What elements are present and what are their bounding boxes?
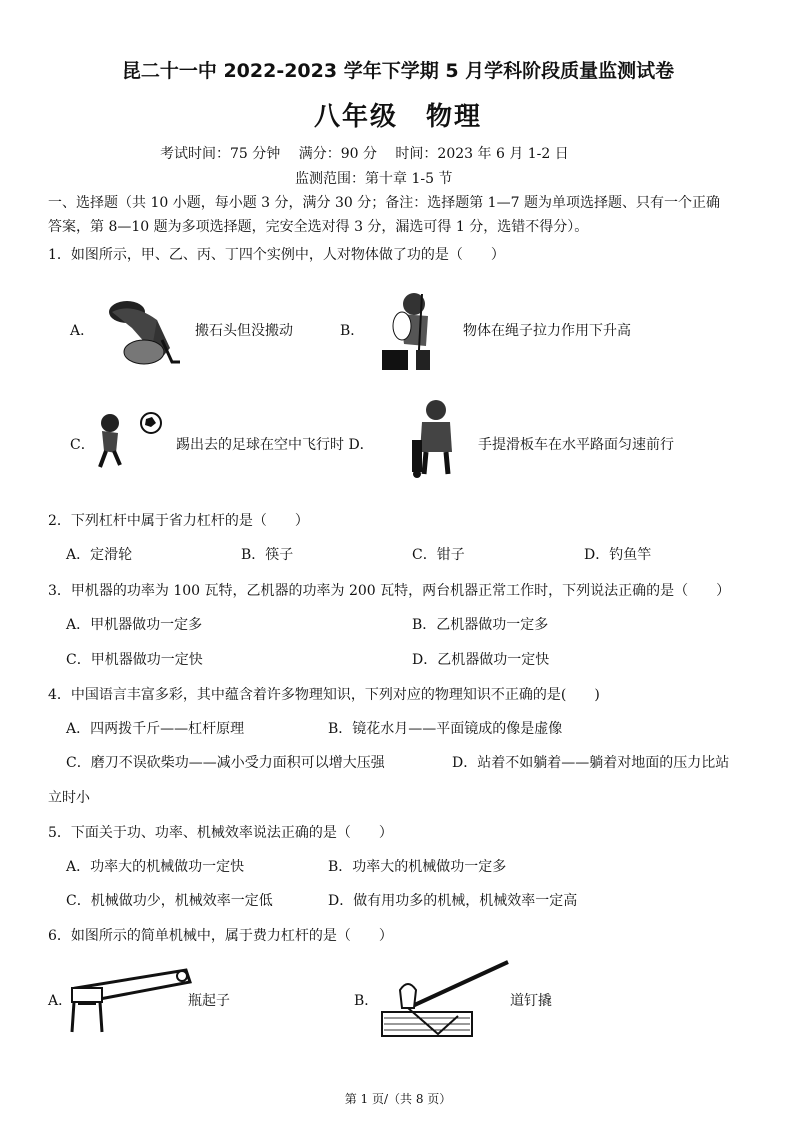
section-intro-line1: 一、选择题（共 10 小题，每小题 3 分，满分 30 分；备注：选择题第 1—7 题为单项选择题、只有一个正确 <box>48 195 720 211</box>
exam-title: 昆二十一中 2022-2023 学年下学期 5 月学科阶段质量监测试卷 <box>121 60 675 82</box>
q4-option-a: A．四两拨千斤——杠杆原理 <box>66 721 245 737</box>
q6-stem: 6．如图所示的简单机械中，属于费力杠杆的是（ ） <box>48 928 393 944</box>
q4-option-c: C．磨刀不误砍柴功——减小受力面积可以增大压强 <box>66 755 385 771</box>
q5-stem: 5．下面关于功、功率、机械效率说法正确的是（ ） <box>48 825 393 841</box>
q6-option-a-label: A． <box>48 993 73 1009</box>
q1-option-b-label: B． <box>340 323 365 339</box>
q3-stem: 3．甲机器的功率为 100 瓦特，乙机器的功率为 200 瓦特，两台机器正常工作时，下列说法正确的是（ ） <box>48 583 731 599</box>
q3-option-d: D．乙机器做功一定快 <box>412 652 550 668</box>
q1-option-c-text: 踢出去的足球在空中飞行时 D． <box>176 437 374 453</box>
q3-option-b: B．乙机器做功一定多 <box>412 617 549 633</box>
q6-b-spike-crowbar-image <box>378 956 514 1040</box>
q5-option-d: D．做有用功多的机械，机械效率一定高 <box>328 893 578 909</box>
q1-option-a-label: A． <box>70 323 95 339</box>
q2-stem: 2．下列杠杆中属于省力杠杆的是（ ） <box>48 513 309 529</box>
q6-a-bottle-opener-image <box>64 960 194 1038</box>
q3-option-a: A．甲机器做功一定多 <box>66 617 203 633</box>
q2-option-b: B．筷子 <box>241 547 294 563</box>
q2-option-c: C．钳子 <box>412 547 465 563</box>
q5-option-b: B．功率大的机械做功一定多 <box>328 859 507 875</box>
q1-option-a-text: 搬石头但没搬动 <box>195 323 293 339</box>
q4-option-d-continued: 立时小 <box>48 790 90 806</box>
q5-option-c: C．机械做功少，机械效率一定低 <box>66 893 273 909</box>
exam-info: 考试时间：75 分钟 满分：90 分 时间：2023 年 6 月 1-2 日 <box>160 146 569 162</box>
q1-a-person-lifting-stone-image <box>102 290 184 368</box>
q5-option-a: A．功率大的机械做功一定快 <box>66 859 245 875</box>
exam-scope: 监测范围：第十章 1-5 节 <box>295 171 453 187</box>
page-number: 第 1 页/（共 8 页） <box>344 1092 452 1106</box>
q6-option-b-text: 道钉撬 <box>510 993 552 1009</box>
q6-option-a-text: 瓶起子 <box>188 993 230 1009</box>
q1-option-c-label: C． <box>70 437 95 453</box>
q2-option-d: D．钓鱼竿 <box>584 547 652 563</box>
q1-d-carrying-scooter-image <box>406 398 464 480</box>
q6-option-b-label: B． <box>354 993 379 1009</box>
q1-b-pulling-rope-image <box>378 288 438 376</box>
section-intro-line2: 答案，第 8—10 题为多项选择题，完安全选对得 3 分，漏选可得 1 分，选错不得分）。 <box>48 219 589 235</box>
q2-option-a: A．定滑轮 <box>66 547 133 563</box>
q1-c-kicked-soccer-ball-image <box>96 405 168 475</box>
q1-option-d-text: 手提滑板车在水平路面匀速前行 <box>478 437 674 453</box>
q1-stem: 1．如图所示，甲、乙、丙、丁四个实例中，人对物体做了功的是（ ） <box>48 247 505 263</box>
q4-stem: 4．中国语言丰富多彩，其中蕴含着许多物理知识，下列对应的物理知识不正确的是( ) <box>48 687 600 703</box>
q4-option-b: B．镜花水月——平面镜成的像是虚像 <box>328 721 563 737</box>
q1-option-b-text: 物体在绳子拉力作用下升高 <box>463 323 631 339</box>
q3-option-c: C．甲机器做功一定快 <box>66 652 203 668</box>
grade-subject-title: 八年级 物理 <box>313 102 482 132</box>
q4-option-d: D．站着不如躺着——躺着对地面的压力比站 <box>452 755 730 771</box>
